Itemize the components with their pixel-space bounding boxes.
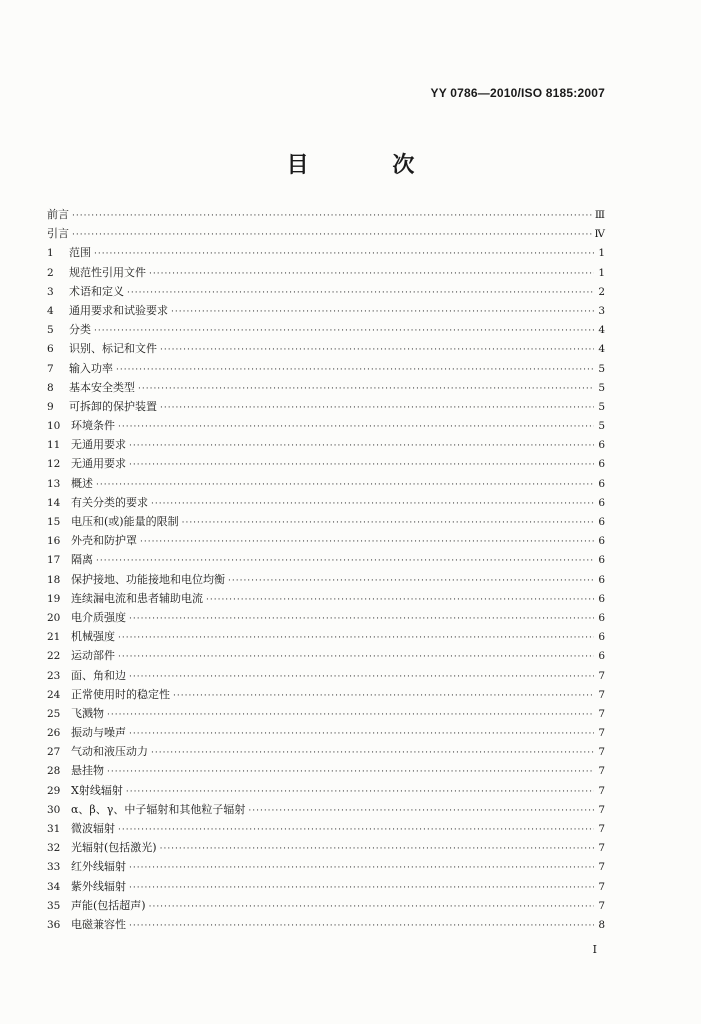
toc-entry-page: 8 — [598, 918, 605, 931]
toc-entry-page: 7 — [598, 669, 605, 682]
toc-entry-number: 17 — [47, 554, 61, 567]
toc-entry[interactable] — [47, 454, 605, 473]
toc-entry-label: 机械强度 — [71, 630, 115, 644]
toc-entry-number: 10 — [47, 420, 61, 433]
toc-entry-label: 气动和液压动力 — [71, 745, 148, 759]
toc-entry-page: 6 — [598, 516, 605, 528]
toc-entry-number: 23 — [47, 669, 61, 682]
toc-entry-label: 振动与噪声 — [71, 726, 126, 740]
toc-leader-dots — [118, 648, 594, 667]
toc-entry-label: 面、角和边 — [71, 668, 126, 682]
toc-entry[interactable] — [47, 800, 605, 819]
toc-entry-page: 5 — [598, 381, 605, 394]
toc-leader-dots — [140, 533, 594, 552]
toc-entry-page: 6 — [598, 535, 605, 548]
toc-leader-dots — [118, 418, 594, 437]
toc-entry-number: 25 — [47, 707, 61, 720]
toc-entry[interactable] — [47, 282, 605, 301]
toc-entry[interactable] — [47, 416, 605, 435]
toc-entry-label: 有关分类的要求 — [71, 495, 148, 509]
toc-entry[interactable] — [47, 570, 605, 589]
toc-leader-dots — [72, 207, 592, 226]
toc-entry-page: 6 — [598, 650, 605, 663]
toc-entry-number: 9 — [47, 400, 54, 413]
toc-leader-dots — [127, 284, 594, 303]
toc-entry[interactable] — [47, 723, 605, 742]
toc-entry-page: 4 — [598, 343, 605, 356]
toc-entry-page: Ⅳ — [594, 228, 605, 241]
toc-entry-label: 通用要求和试验要求 — [69, 303, 168, 317]
toc-entry-label: 光辐射(包括激光) — [71, 841, 157, 855]
toc-leader-dots — [94, 245, 594, 264]
toc-leader-dots — [173, 687, 594, 706]
toc-entry-number: 16 — [47, 535, 61, 548]
toc-entry[interactable] — [47, 627, 605, 646]
toc-entry[interactable] — [47, 742, 605, 761]
standard-code: YY 0786—2010/ISO 8185:2007 — [430, 86, 605, 100]
toc-leader-dots — [228, 572, 594, 591]
toc-leader-dots — [129, 456, 594, 475]
toc-leader-dots — [160, 341, 594, 360]
toc-entry[interactable] — [47, 666, 605, 685]
toc-entry[interactable] — [47, 761, 605, 780]
toc-entry-page: 6 — [598, 592, 605, 605]
toc-leader-dots — [149, 898, 594, 917]
toc-entry-number: 12 — [47, 458, 61, 471]
toc-entry[interactable] — [47, 243, 605, 262]
toc-entry[interactable] — [47, 646, 605, 665]
toc-entry-number: 14 — [47, 496, 61, 509]
toc-entry-number: 30 — [47, 803, 61, 816]
toc-entry-number: 26 — [47, 727, 61, 740]
toc-entry-page: 6 — [598, 439, 605, 452]
toc-entry-label: 基本安全类型 — [69, 380, 135, 394]
toc-entry[interactable] — [47, 512, 605, 531]
page-title: 目 次 — [286, 152, 453, 178]
toc-entry-label: 引言 — [47, 227, 69, 241]
toc-leader-dots — [129, 668, 594, 687]
toc-entry-page: 6 — [598, 496, 605, 509]
toc-entry-label: 前言 — [47, 208, 69, 221]
toc-entry[interactable] — [47, 301, 605, 320]
toc-entry-label: 隔离 — [71, 553, 93, 567]
toc-leader-dots — [96, 476, 594, 495]
toc-entry[interactable] — [47, 781, 605, 800]
toc-leader-dots — [151, 495, 594, 514]
toc-entry-number: 35 — [47, 899, 61, 912]
toc-entry-page: 7 — [598, 727, 605, 740]
toc-entry-label: α、β、γ、中子辐射和其他粒子辐射 — [71, 802, 246, 816]
toc-entry-label: 无通用要求 — [71, 457, 126, 471]
toc-entry-number: 13 — [47, 477, 61, 490]
toc-entry-label: 红外线辐射 — [71, 860, 126, 874]
toc-entry[interactable] — [47, 493, 605, 512]
toc-entry-page: 7 — [598, 746, 605, 759]
toc-entry-number: 28 — [47, 765, 61, 778]
toc-entry-page: 7 — [598, 899, 605, 912]
toc-entry-label: 电压和(或)能量的限制 — [71, 515, 179, 528]
toc-entry-number: 5 — [47, 324, 54, 337]
toc-entry-page: 7 — [598, 707, 605, 720]
toc-entry-page: 6 — [598, 573, 605, 586]
toc-entry-page: 1 — [598, 266, 605, 279]
toc-entry-number: 15 — [47, 516, 61, 528]
toc-entry[interactable] — [47, 205, 605, 224]
toc-entry-label: 声能(包括超声) — [71, 898, 146, 912]
toc-leader-dots — [129, 437, 594, 456]
toc-entry-page: 6 — [598, 611, 605, 624]
toc-entry-page: 3 — [598, 304, 605, 317]
toc-entry[interactable] — [47, 857, 605, 876]
toc-entry-number: 4 — [47, 304, 54, 317]
toc-leader-dots — [151, 744, 594, 763]
toc-leader-dots — [94, 322, 594, 341]
toc-entry-label: 无通用要求 — [71, 438, 126, 452]
toc-entry-label: 概述 — [71, 476, 93, 490]
toc-entry-label: 保护接地、功能接地和电位均衡 — [71, 572, 225, 586]
toc-entry[interactable] — [47, 915, 605, 934]
toc-entry-number: 24 — [47, 688, 61, 701]
toc-leader-dots — [118, 821, 594, 840]
toc-leader-dots — [149, 265, 594, 284]
toc-entry-label: X射线辐射 — [71, 783, 123, 797]
toc-entry-number: 1 — [47, 247, 54, 260]
toc-leader-dots — [129, 879, 594, 898]
toc-leader-dots — [206, 591, 594, 610]
toc-entry-label: 输入功率 — [69, 361, 113, 375]
toc-entry-page: 7 — [598, 842, 605, 855]
toc-entry-page: 7 — [598, 880, 605, 893]
toc-entry-page: 7 — [598, 784, 605, 797]
toc-entry-label: 运动部件 — [71, 649, 115, 663]
toc-entry-number: 21 — [47, 631, 61, 644]
toc-entry-number: 3 — [47, 285, 54, 298]
toc-entry-label: 分类 — [69, 323, 91, 337]
toc-entry[interactable] — [47, 320, 605, 339]
toc-leader-dots — [107, 763, 594, 782]
toc-entry[interactable] — [47, 704, 605, 723]
toc-entry[interactable] — [47, 531, 605, 550]
toc-leader-dots — [118, 629, 594, 648]
toc-entry-label: 飞溅物 — [71, 706, 104, 720]
toc-entry-page: 5 — [598, 362, 605, 375]
toc-entry[interactable] — [47, 474, 605, 493]
toc-entry[interactable] — [47, 838, 605, 857]
toc-entry-page: 6 — [598, 631, 605, 644]
toc-entry-number: 32 — [47, 842, 61, 855]
toc-entry[interactable] — [47, 435, 605, 454]
toc-entry-label: 范围 — [69, 246, 91, 260]
toc-entry-number: 31 — [47, 823, 61, 835]
toc-entry-number: 27 — [47, 746, 61, 759]
toc-entry[interactable] — [47, 877, 605, 896]
toc-entry[interactable] — [47, 263, 605, 282]
toc-entry-label: 外壳和防护罩 — [71, 534, 137, 548]
toc-entry[interactable] — [47, 685, 605, 704]
toc-leader-dots — [160, 399, 594, 418]
toc-entry-label: 环境条件 — [71, 419, 115, 433]
toc-entry-label: 紫外线辐射 — [71, 879, 126, 893]
toc-entry-label: 连续漏电流和患者辅助电流 — [71, 591, 203, 605]
toc-leader-dots — [171, 303, 594, 322]
toc-entry-label: 电介质强度 — [71, 610, 126, 624]
toc-entry[interactable] — [47, 896, 605, 915]
toc-entry[interactable] — [47, 339, 605, 358]
toc-entry[interactable] — [47, 359, 605, 378]
toc-entry-page: 4 — [598, 324, 605, 337]
toc-entry-label: 可拆卸的保护装置 — [69, 399, 157, 413]
toc-entry-label: 术语和定义 — [69, 284, 124, 298]
toc-entry-page: 6 — [598, 554, 605, 567]
toc-entry-page: 7 — [598, 861, 605, 874]
toc-entry-page: 6 — [598, 477, 605, 490]
toc-entry-page: 5 — [598, 400, 605, 413]
toc-entry-label: 电磁兼容性 — [71, 917, 126, 931]
toc-entry-page: Ⅲ — [594, 209, 605, 221]
toc-entry-label: 悬挂物 — [71, 764, 104, 778]
toc-entry-number: 22 — [47, 650, 61, 663]
toc-entry-number: 29 — [47, 784, 61, 797]
footer-page-number: I — [592, 943, 597, 956]
toc-entry-label: 识别、标记和文件 — [69, 342, 157, 356]
toc-entry-number: 20 — [47, 611, 61, 624]
toc-leader-dots — [107, 706, 594, 725]
toc-leader-dots — [129, 917, 594, 936]
toc-entry[interactable] — [47, 397, 605, 416]
toc-entry-page: 6 — [598, 458, 605, 471]
toc-entry[interactable] — [47, 819, 605, 838]
toc-entry-page: 2 — [598, 285, 605, 298]
toc-entry-page: 7 — [598, 765, 605, 778]
toc-entry-label: 微波辐射 — [71, 822, 115, 835]
toc-entry-page: 7 — [598, 823, 605, 835]
toc-entry-number: 33 — [47, 861, 61, 874]
toc-entry-number: 34 — [47, 880, 61, 893]
toc-leader-dots — [116, 361, 594, 380]
toc-entry-number: 2 — [47, 266, 54, 279]
toc-entry[interactable] — [47, 224, 605, 243]
toc-entry-number: 36 — [47, 918, 61, 931]
toc-entry[interactable] — [47, 378, 605, 397]
toc-entry-number: 7 — [47, 362, 54, 375]
toc-entry[interactable] — [47, 550, 605, 569]
toc-entry-page: 7 — [598, 803, 605, 816]
toc-leader-dots — [129, 610, 594, 629]
toc-leader-dots — [160, 840, 594, 859]
toc-entry-page: 1 — [598, 247, 605, 260]
toc-entry-number: 18 — [47, 573, 61, 586]
toc-leader-dots — [129, 725, 594, 744]
toc-entry-number: 6 — [47, 343, 54, 356]
toc-entry-number: 11 — [47, 439, 61, 452]
toc-leader-dots — [248, 802, 594, 821]
toc-leader-dots — [138, 380, 594, 399]
toc-leader-dots — [182, 514, 594, 533]
table-of-contents — [47, 205, 605, 934]
toc-entry[interactable] — [47, 589, 605, 608]
toc-leader-dots — [72, 226, 592, 245]
toc-entry-number: 8 — [47, 381, 54, 394]
toc-entry-page: 7 — [598, 688, 605, 701]
toc-entry-page: 5 — [598, 420, 605, 433]
toc-entry[interactable] — [47, 608, 605, 627]
toc-entry-label: 规范性引用文件 — [69, 265, 146, 279]
toc-leader-dots — [129, 859, 594, 878]
toc-entry-number: 19 — [47, 592, 61, 605]
toc-entry-label: 正常使用时的稳定性 — [71, 687, 170, 701]
